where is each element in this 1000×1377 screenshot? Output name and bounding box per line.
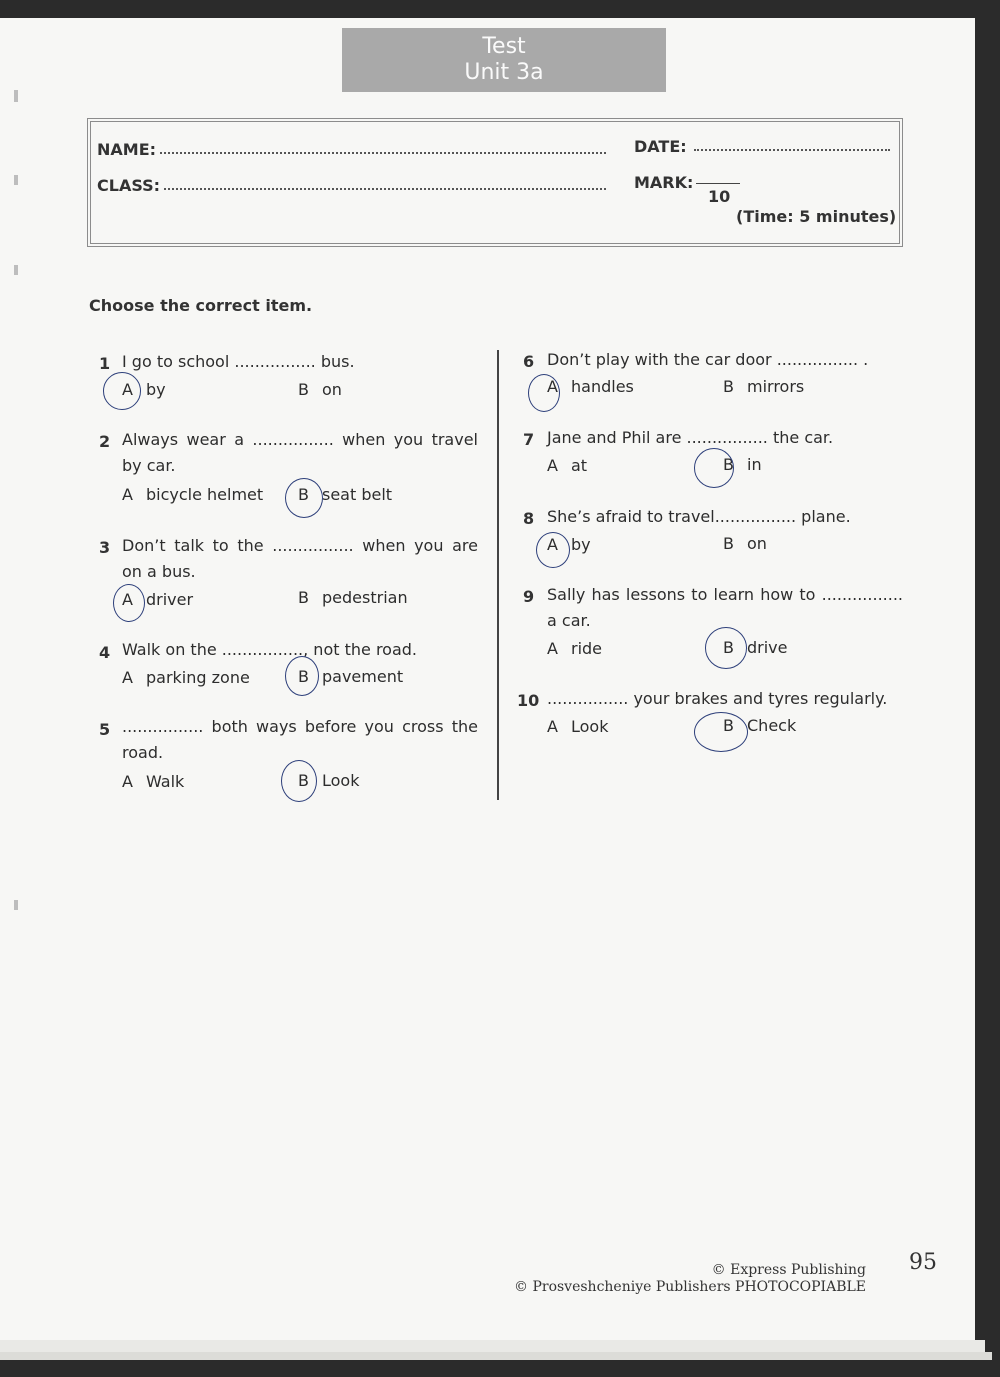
option-text: handles [571,377,634,396]
option-text: Check [747,716,797,735]
question-number: 10 [517,691,540,710]
question-number: 6 [523,352,535,371]
question-number: 4 [99,643,111,662]
unit-title: Unit 3a [464,60,544,85]
option-text: ride [571,639,603,658]
option-a[interactable] [547,535,591,554]
question-text: Sally has lessons to learn how to ................ a car. [547,585,903,630]
binding-mark [14,90,18,102]
option-text: Look [571,717,609,736]
student-info-box [87,118,903,247]
time-limit: (Time: 5 minutes) [736,207,897,226]
mark-out-of: 10 [708,187,731,206]
mark-fraction-line [696,183,740,184]
question-number: 8 [523,509,535,528]
question-text: Jane and Phil are ................ the car. [547,428,834,447]
option-letter: B [723,377,734,396]
class-label: CLASS: [97,176,161,195]
question-number: 1 [99,354,111,373]
option-letter: A [547,535,558,554]
option-letter: B [723,455,734,474]
option-letter: B [723,534,734,553]
question-number: 2 [99,432,111,451]
option-a[interactable] [122,380,166,399]
option-letter: B [298,588,309,607]
date-label: DATE: [634,137,687,156]
question-text: Walk on the ................, not the road. [122,640,417,659]
option-letter: A [547,717,558,736]
page-edge [0,1340,985,1352]
question-text: Don’t talk to the ................ when you are on a bus. [122,536,478,581]
question-text: I go to school ................ bus. [122,352,355,371]
option-b[interactable] [723,716,796,735]
option-a[interactable] [547,717,608,736]
option-a[interactable] [547,456,587,475]
option-a[interactable] [547,377,634,396]
option-letter: A [122,485,133,504]
question-number: 9 [523,587,535,606]
option-text: Look [322,771,360,790]
option-b[interactable] [298,588,408,607]
option-a[interactable] [122,668,250,687]
date-field[interactable] [694,149,890,151]
option-a[interactable] [122,590,193,609]
option-b[interactable] [723,377,804,396]
binding-mark [14,900,18,910]
option-text: on [322,380,342,399]
question-text: Don’t play with the car door ................ . [547,350,869,369]
option-a[interactable] [122,772,184,791]
question-text: Always wear a ................ when you travel by car. [122,430,478,475]
copyright-prosveshcheniye: © Prosveshcheniye Publishers PHOTOCOPIABLE [514,1279,866,1295]
binding-mark [14,265,18,275]
option-letter: B [298,380,309,399]
mark-label: MARK: [634,173,694,192]
class-field[interactable] [164,188,606,190]
option-text: driver [146,590,194,609]
option-letter: B [298,667,309,686]
test-title: Test [482,34,526,59]
option-a[interactable] [547,639,602,658]
binding-mark [14,175,18,185]
option-letter: B [723,716,734,735]
option-letter: A [122,668,133,687]
option-b[interactable] [723,534,767,553]
option-text: by [571,535,591,554]
column-divider [497,350,499,800]
option-letter: A [547,639,558,658]
option-text: seat belt [322,485,393,504]
option-letter: B [298,771,309,790]
page-edge-lower [0,1352,992,1360]
option-letter: B [723,638,734,657]
option-text: pavement [322,667,404,686]
option-text: Walk [146,772,185,791]
name-label: NAME: [97,140,157,159]
question-text: ................ your brakes and tyres regularly. [547,689,888,708]
question-number: 3 [99,538,111,557]
instruction: Choose the correct item. [89,296,313,315]
option-b[interactable] [298,771,359,790]
option-text: in [747,455,762,474]
option-letter: A [122,772,133,791]
page-number: 95 [909,1250,937,1275]
option-b[interactable] [298,667,403,686]
option-text: drive [747,638,788,657]
question-text: She’s afraid to travel................ plane. [547,507,851,526]
option-b[interactable] [298,485,392,504]
question-text: ................ both ways before you cross the road. [122,717,478,762]
option-b[interactable] [723,638,788,657]
option-text: bicycle helmet [146,485,264,504]
option-text: on [747,534,767,553]
option-letter: A [122,590,133,609]
option-text: by [146,380,166,399]
option-text: parking zone [146,668,250,687]
question-number: 7 [523,430,535,449]
option-letter: A [547,377,558,396]
copyright-express: © Express Publishing [711,1262,866,1278]
option-b[interactable] [298,380,342,399]
option-text: pedestrian [322,588,408,607]
option-text: at [571,456,588,475]
option-letter: B [298,485,309,504]
option-a[interactable] [122,485,263,504]
test-title-box [342,28,666,92]
option-b[interactable] [723,455,762,474]
option-letter: A [122,380,133,399]
option-letter: A [547,456,558,475]
name-field[interactable] [160,152,606,154]
question-number: 5 [99,720,111,739]
option-text: mirrors [747,377,805,396]
